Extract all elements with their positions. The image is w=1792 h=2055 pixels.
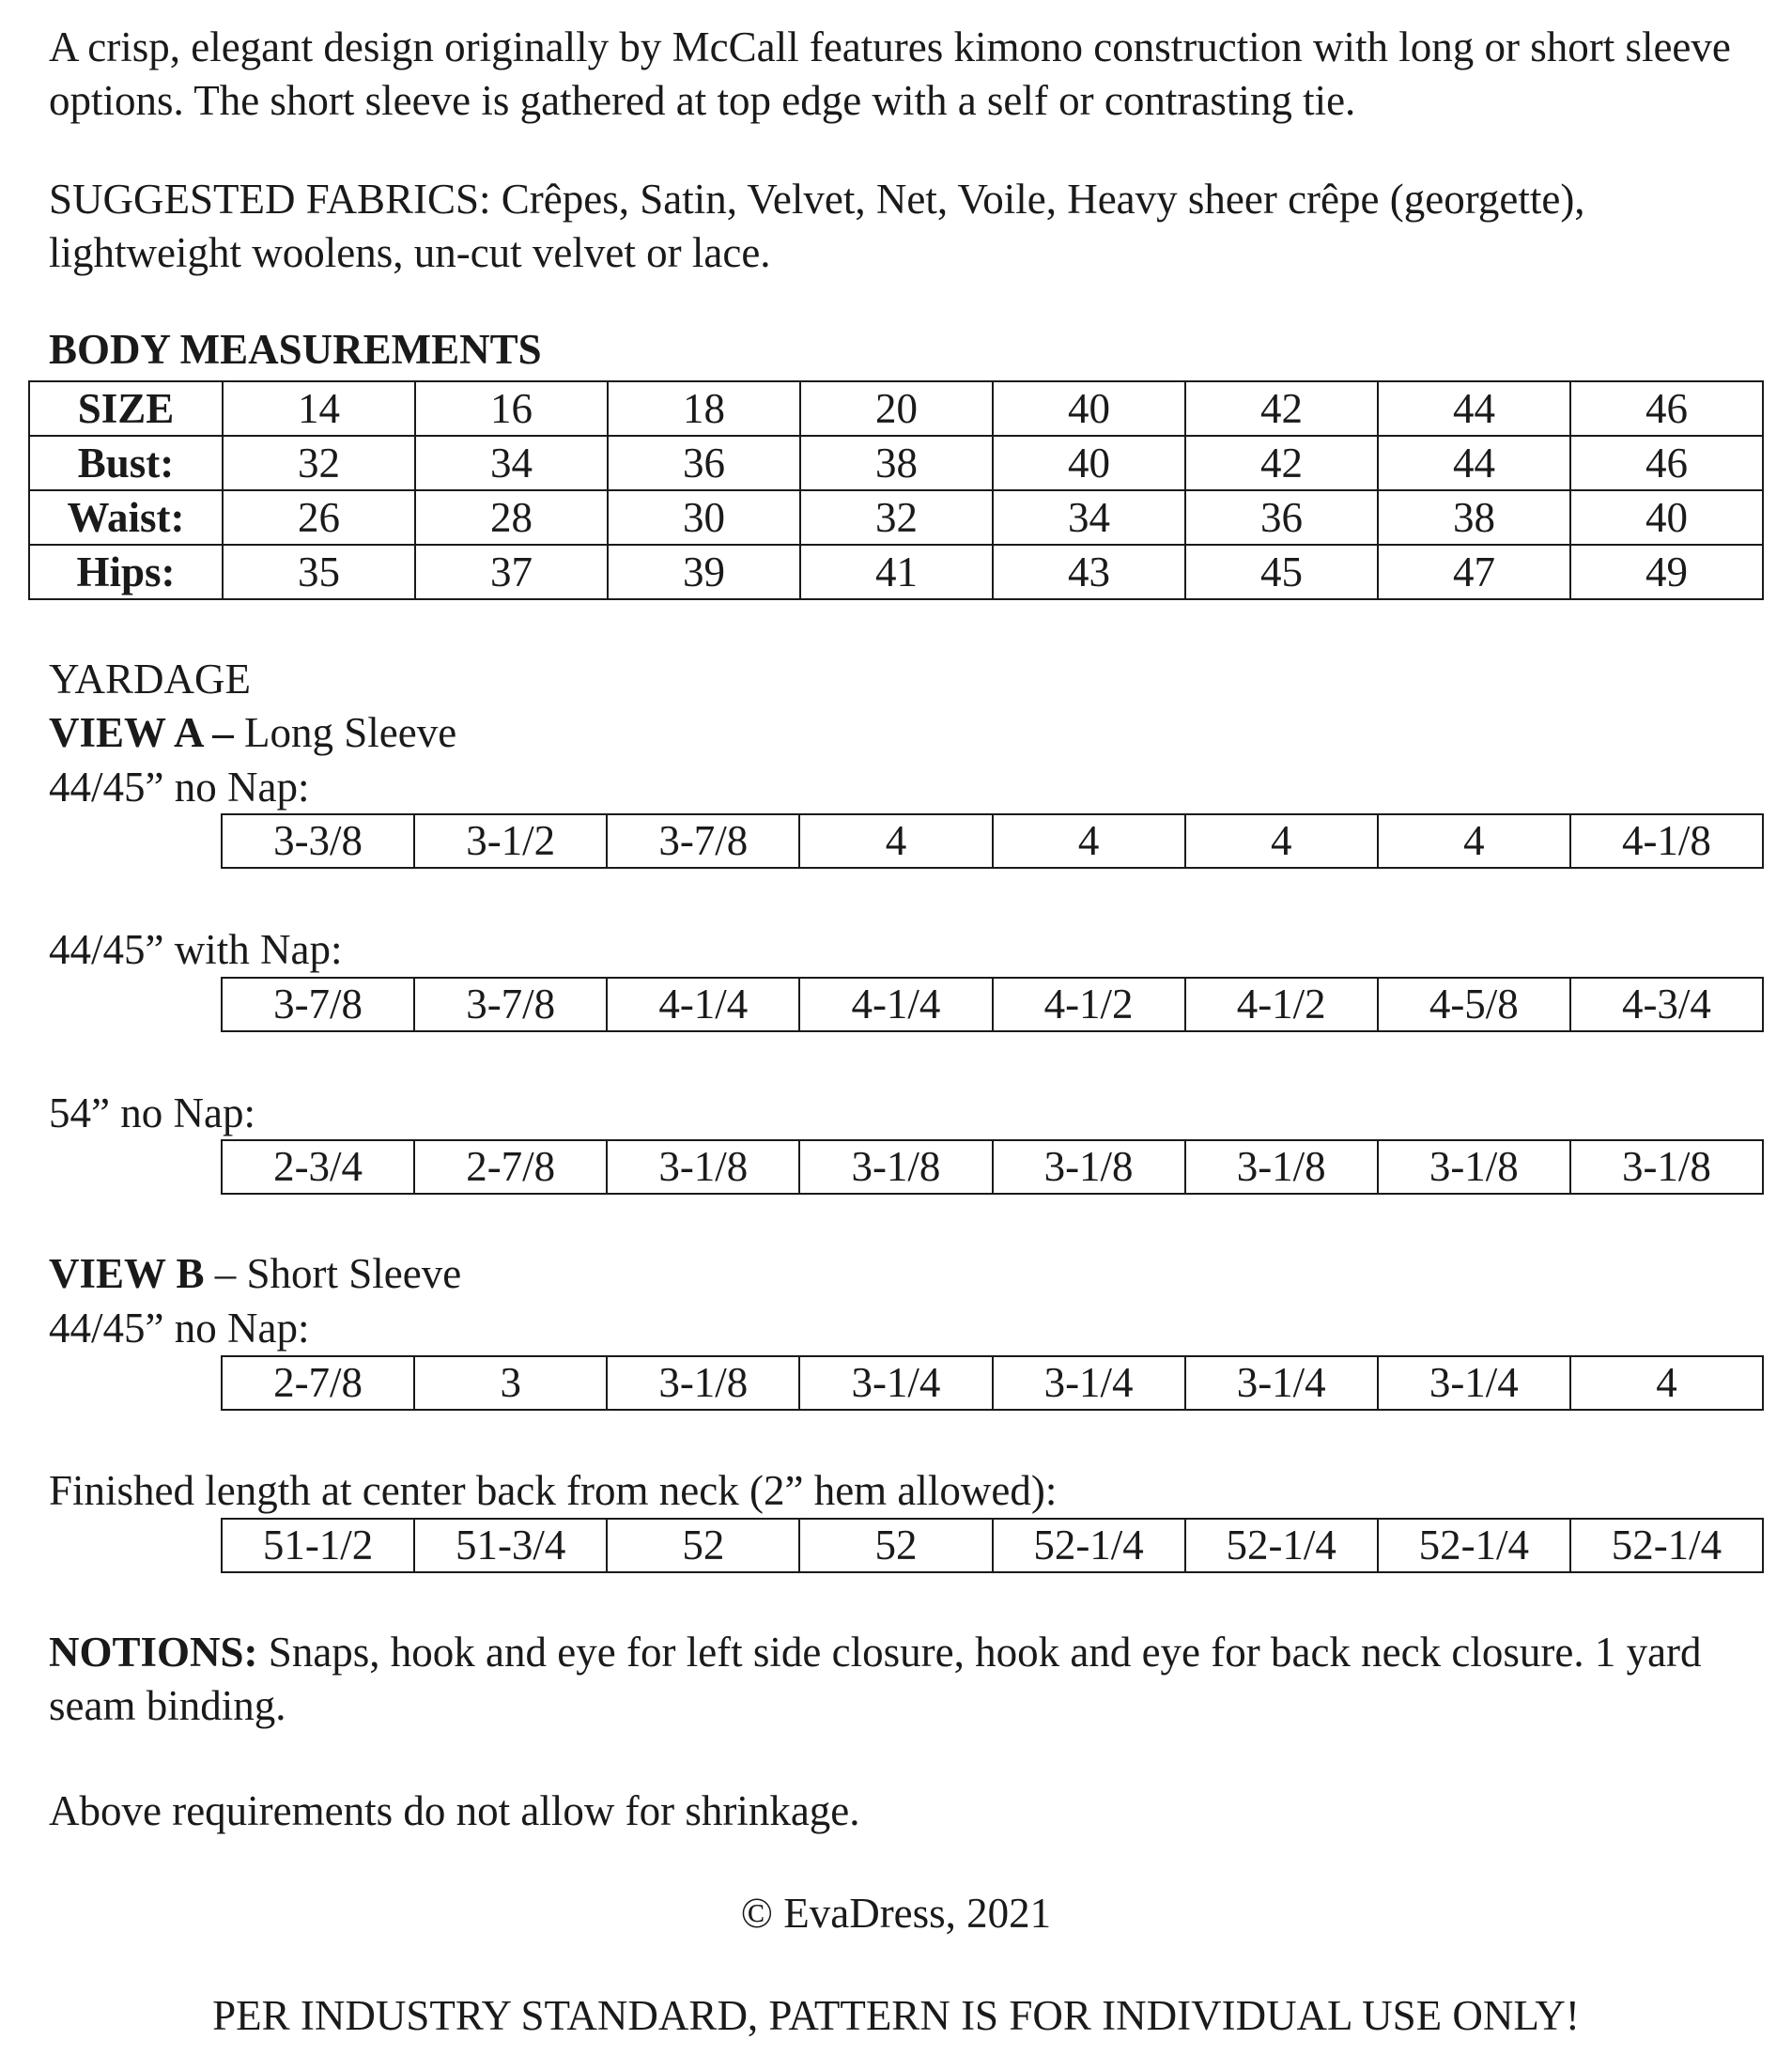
hips-cell: 37 bbox=[415, 545, 608, 599]
yardage-cell: 3-1/4 bbox=[799, 1356, 992, 1410]
yardage-cell: 3-1/8 bbox=[1185, 1140, 1378, 1194]
length-cell: 52-1/4 bbox=[993, 1519, 1185, 1572]
hips-cell: 45 bbox=[1185, 545, 1378, 599]
yardage-cell: 3-3/8 bbox=[222, 814, 414, 868]
yardage-cell: 2-7/8 bbox=[414, 1140, 607, 1194]
bust-cell: 42 bbox=[1185, 436, 1378, 490]
view-a-54-no-nap-label: 54” no Nap: bbox=[49, 1089, 255, 1136]
bust-cell: 46 bbox=[1570, 436, 1763, 490]
yardage-cell: 3-1/4 bbox=[1378, 1356, 1570, 1410]
view-a-44-no-nap-table bbox=[221, 813, 1764, 869]
shrinkage-note: Above requirements do not allow for shrinkage. bbox=[49, 1787, 860, 1834]
notions-label: NOTIONS: bbox=[49, 1629, 258, 1676]
length-cell: 51-1/2 bbox=[222, 1519, 414, 1572]
view-b-title: VIEW B bbox=[49, 1250, 205, 1297]
view-b-44-no-nap-table bbox=[221, 1355, 1764, 1411]
size-cell: 18 bbox=[608, 381, 800, 436]
hips-cell: 43 bbox=[993, 545, 1185, 599]
waist-cell: 34 bbox=[993, 490, 1185, 545]
view-a-44-no-nap-label: 44/45” no Nap: bbox=[49, 764, 310, 811]
yardage-cell: 3-1/8 bbox=[1570, 1140, 1763, 1194]
yardage-row bbox=[222, 978, 1763, 1031]
waist-cell: 30 bbox=[608, 490, 800, 545]
yardage-cell: 3-1/8 bbox=[799, 1140, 992, 1194]
waist-row bbox=[29, 490, 1763, 545]
waist-cell: 40 bbox=[1570, 490, 1763, 545]
notions-text: Snaps, hook and eye for left side closure, hook and eye for back neck closure. 1 yard seam binding. bbox=[49, 1629, 1702, 1729]
size-cell: 40 bbox=[993, 381, 1185, 436]
yardage-cell: 4 bbox=[799, 814, 992, 868]
bust-cell: 38 bbox=[800, 436, 993, 490]
yardage-cell: 3-7/8 bbox=[607, 814, 799, 868]
waist-cell: 26 bbox=[223, 490, 415, 545]
yardage-cell: 3-1/8 bbox=[1378, 1140, 1570, 1194]
length-cell: 51-3/4 bbox=[414, 1519, 607, 1572]
row-label-size: SIZE bbox=[29, 381, 223, 436]
view-a-54-no-nap-table bbox=[221, 1139, 1764, 1195]
yardage-cell: 4-1/8 bbox=[1570, 814, 1763, 868]
yardage-cell: 2-7/8 bbox=[222, 1356, 414, 1410]
yardage-cell: 3-7/8 bbox=[222, 978, 414, 1031]
yardage-row bbox=[222, 814, 1763, 868]
body-measurements-heading: BODY MEASUREMENTS bbox=[49, 326, 542, 373]
hips-cell: 35 bbox=[223, 545, 415, 599]
waist-cell: 28 bbox=[415, 490, 608, 545]
yardage-cell: 3-7/8 bbox=[414, 978, 607, 1031]
yardage-cell: 4-1/4 bbox=[607, 978, 799, 1031]
size-cell: 14 bbox=[223, 381, 415, 436]
yardage-cell: 4-1/4 bbox=[799, 978, 992, 1031]
size-row bbox=[29, 381, 1763, 436]
hips-row bbox=[29, 545, 1763, 599]
yardage-row bbox=[222, 1140, 1763, 1194]
yardage-cell: 3-1/8 bbox=[607, 1356, 799, 1410]
row-label-hips: Hips: bbox=[29, 545, 223, 599]
finished-length-label: Finished length at center back from neck (2” hem allowed): bbox=[49, 1467, 1058, 1514]
body-measurements-table bbox=[28, 380, 1764, 600]
size-cell: 46 bbox=[1570, 381, 1763, 436]
yardage-heading: YARDAGE bbox=[49, 656, 252, 703]
waist-cell: 38 bbox=[1378, 490, 1570, 545]
yardage-cell: 2-3/4 bbox=[222, 1140, 414, 1194]
row-label-waist: Waist: bbox=[29, 490, 223, 545]
yardage-cell: 4 bbox=[1570, 1356, 1763, 1410]
size-cell: 42 bbox=[1185, 381, 1378, 436]
yardage-cell: 3 bbox=[414, 1356, 607, 1410]
size-cell: 44 bbox=[1378, 381, 1570, 436]
bust-cell: 32 bbox=[223, 436, 415, 490]
view-a-heading bbox=[49, 706, 456, 760]
yardage-cell: 3-1/4 bbox=[993, 1356, 1185, 1410]
yardage-cell: 4-1/2 bbox=[993, 978, 1185, 1031]
bust-cell: 36 bbox=[608, 436, 800, 490]
yardage-cell: 4-1/2 bbox=[1185, 978, 1378, 1031]
yardage-cell: 4-3/4 bbox=[1570, 978, 1763, 1031]
size-cell: 16 bbox=[415, 381, 608, 436]
yardage-cell: 3-1/8 bbox=[607, 1140, 799, 1194]
hips-cell: 47 bbox=[1378, 545, 1570, 599]
yardage-cell: 4 bbox=[1378, 814, 1570, 868]
finished-length-table bbox=[221, 1518, 1764, 1573]
length-cell: 52-1/4 bbox=[1378, 1519, 1570, 1572]
footer-notice: PER INDUSTRY STANDARD, PATTERN IS FOR INDIVIDUAL USE ONLY! bbox=[212, 1992, 1580, 2039]
intro-paragraph: A crisp, elegant design originally by McCall features kimono construction with long or short sleeve options. The short sleeve is gathered at top edge with a self or contrasting tie. bbox=[49, 23, 1731, 124]
yardage-row bbox=[222, 1356, 1763, 1410]
copyright: © EvaDress, 2021 bbox=[740, 1890, 1052, 1937]
yardage-cell: 3-1/8 bbox=[993, 1140, 1185, 1194]
waist-cell: 36 bbox=[1185, 490, 1378, 545]
view-a-subtitle: Long Sleeve bbox=[233, 709, 457, 756]
waist-cell: 32 bbox=[800, 490, 993, 545]
view-b-44-no-nap-label: 44/45” no Nap: bbox=[49, 1305, 310, 1352]
length-cell: 52 bbox=[799, 1519, 992, 1572]
length-cell: 52-1/4 bbox=[1185, 1519, 1378, 1572]
yardage-cell: 3-1/4 bbox=[1185, 1356, 1378, 1410]
suggested-fabrics: SUGGESTED FABRICS: Crêpes, Satin, Velvet, Net, Voile, Heavy sheer crêpe (georgette), lightweight woolens, un-cut velvet or lace. bbox=[49, 176, 1585, 276]
view-b-heading bbox=[49, 1247, 461, 1301]
yardage-cell: 4 bbox=[1185, 814, 1378, 868]
yardage-cell: 4 bbox=[993, 814, 1185, 868]
yardage-cell: 3-1/2 bbox=[414, 814, 607, 868]
hips-cell: 41 bbox=[800, 545, 993, 599]
view-a-44-with-nap-label: 44/45” with Nap: bbox=[49, 926, 343, 973]
bust-cell: 40 bbox=[993, 436, 1185, 490]
row-label-bust: Bust: bbox=[29, 436, 223, 490]
bust-row bbox=[29, 436, 1763, 490]
notions-paragraph bbox=[49, 1626, 1768, 1733]
length-cell: 52 bbox=[607, 1519, 799, 1572]
finished-length-row bbox=[222, 1519, 1763, 1572]
yardage-cell: 4-5/8 bbox=[1378, 978, 1570, 1031]
bust-cell: 44 bbox=[1378, 436, 1570, 490]
bust-cell: 34 bbox=[415, 436, 608, 490]
hips-cell: 49 bbox=[1570, 545, 1763, 599]
size-cell: 20 bbox=[800, 381, 993, 436]
view-a-44-with-nap-table bbox=[221, 977, 1764, 1032]
view-b-subtitle: – Short Sleeve bbox=[204, 1250, 462, 1297]
view-a-title: VIEW A – bbox=[49, 709, 234, 756]
length-cell: 52-1/4 bbox=[1570, 1519, 1763, 1572]
hips-cell: 39 bbox=[608, 545, 800, 599]
